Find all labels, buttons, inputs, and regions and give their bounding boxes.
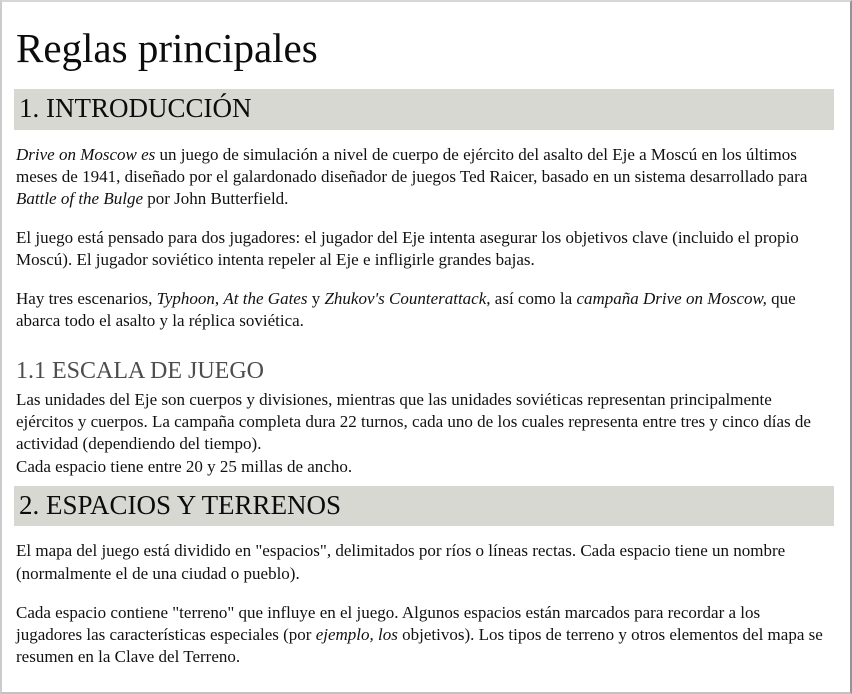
paragraph-intro-scenarios: Hay tres escenarios, Typhoon, At the Gates y Zhukov's Counterattack, así como la campaña Drive on Moscow, que abarca todo el asalto y la réplica soviética. bbox=[16, 289, 796, 331]
page-title: Reglas principales bbox=[16, 25, 318, 71]
document-content bbox=[2, 2, 850, 668]
paragraph-escala-space-size: Cada espacio tiene entre 20 y 25 millas de ancho. bbox=[16, 456, 353, 476]
subsection-heading-escala-de-juego: 1.1 ESCALA DE JUEGO bbox=[16, 357, 265, 384]
paragraph-espacios-terrain: Cada espacio contiene "terreno" que influye en el juego. Algunos espacios están marcados para recordar a los jugadores las características especiales (por ejemplo, los objetivos). Los tipos de terreno y otros elementos del mapa se resumen en la Clave del Terreno. bbox=[16, 602, 823, 666]
paragraph-espacios-map: El mapa del juego está dividido en "espacios", delimitados por ríos o líneas rectas. Cada espacio tiene un nombre (normalmente el de una ciudad o pueblo). bbox=[16, 541, 786, 583]
paragraph-intro-overview: Drive on Moscow es un juego de simulación a nivel de cuerpo de ejército del asalto del Eje a Moscú en los últimos meses de 1941, diseñado por el galardonado diseñador de juegos Ted Raicer, basado en un sistema desarrollado para Battle of the Bulge por John Butterfield. bbox=[16, 144, 808, 209]
section-heading-introduccion: 1. INTRODUCCIÓN bbox=[14, 89, 834, 130]
paragraph-escala-units: Las unidades del Eje son cuerpos y divisiones, mientras que las unidades soviéticas representan principalmente ejércitos y cuerpos. La campaña completa dura 22 turnos, cada uno de los cuales representa entre tres y cinco días de actividad (dependiendo del tiempo). bbox=[16, 390, 811, 454]
paragraph-intro-players: El juego está pensado para dos jugadores: el jugador del Eje intenta asegurar los objetivos clave (incluido el propio Moscú). El jugador soviético intenta repeler al Eje e infligirle grandes bajas. bbox=[16, 228, 799, 270]
paragraph-escala bbox=[16, 389, 828, 477]
section-heading-espacios-y-terrenos: 2. ESPACIOS Y TERRENOS bbox=[14, 486, 834, 527]
